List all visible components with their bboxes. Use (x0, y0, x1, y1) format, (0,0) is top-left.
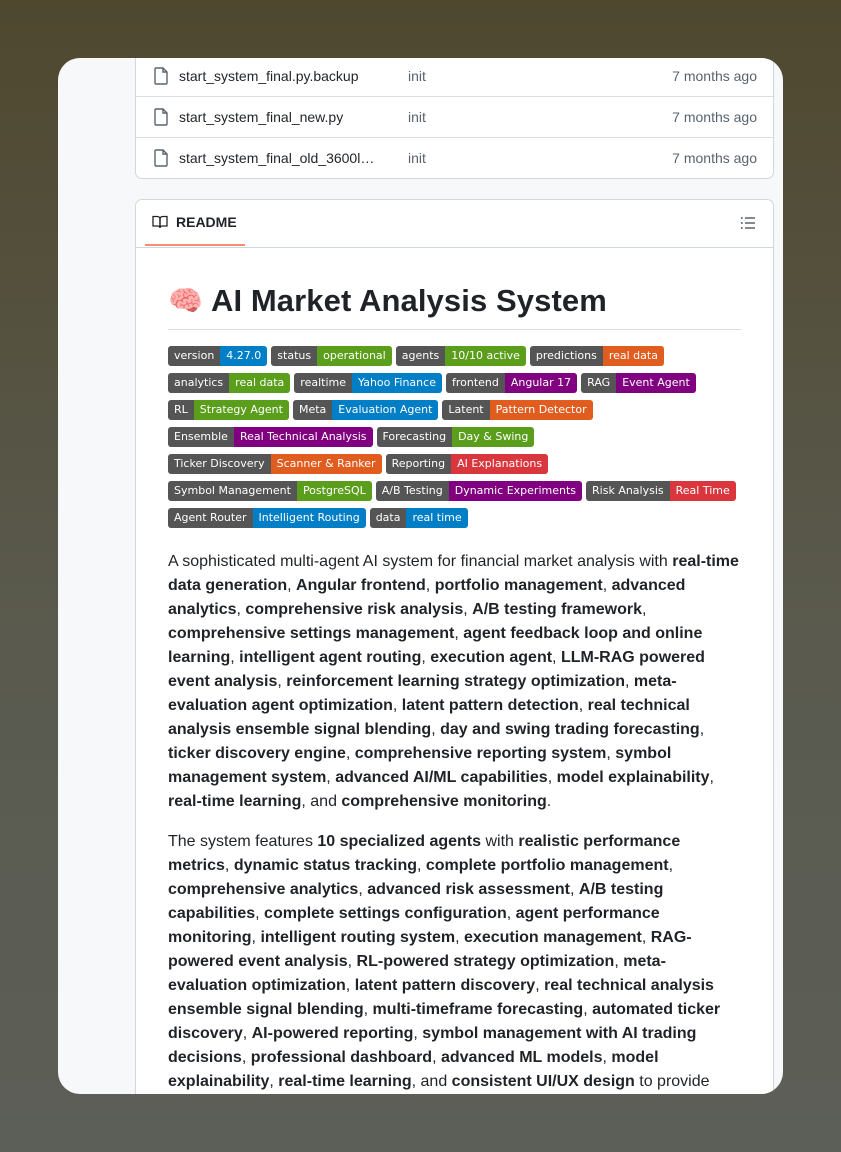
text-run: , (506, 905, 516, 922)
badge-label: A/B Testing (376, 481, 449, 501)
file-list (135, 58, 774, 179)
bold-text: Angular frontend (296, 577, 426, 594)
badge-label: RAG (581, 373, 616, 393)
text-run: , (269, 1073, 279, 1090)
commit-date: 7 months ago (672, 109, 757, 125)
text-run: , (358, 881, 368, 898)
text-run: , (625, 673, 634, 690)
file-icon (153, 108, 169, 126)
text-run: , (277, 673, 287, 690)
text-run: , and (301, 793, 342, 810)
badge-value: AI Explanations (451, 454, 548, 474)
browser-frame (58, 58, 783, 1094)
badge-label: Latent (442, 400, 489, 420)
text-run: , (668, 857, 674, 874)
bold-text: professional dashboard (250, 1049, 433, 1066)
bold-text: comprehensive settings management (168, 625, 455, 642)
brain-icon: 🧠 (168, 285, 203, 316)
badge-value: Event Agent (616, 373, 696, 393)
badge-row (168, 481, 741, 501)
bold-text: meta-evaluation optimization (168, 953, 666, 994)
bold-text: comprehensive analytics (168, 881, 359, 898)
badge-label: predictions (530, 346, 603, 366)
bold-text: complete portfolio management (425, 857, 669, 874)
commit-message-link[interactable]: init (408, 109, 426, 125)
bold-text: RAG-powered event analysis (168, 929, 692, 970)
badge-predictions[interactable] (530, 346, 664, 366)
book-icon (152, 214, 168, 230)
badge-label: data (370, 508, 407, 528)
file-icon (153, 149, 169, 167)
readme-content (136, 283, 773, 1094)
text-run: , (641, 929, 651, 946)
text-run: to provide (634, 1073, 710, 1090)
bold-text: latent pattern detection (401, 697, 579, 714)
badge-value: Dynamic Experiments (449, 481, 582, 501)
bold-text: comprehensive monitoring (341, 793, 547, 810)
text-run: A sophisticated multi-agent AI system for financial market analysis with (168, 553, 673, 570)
badge-data[interactable] (370, 508, 468, 528)
text-run: , (463, 601, 473, 618)
text-run: , (699, 721, 705, 738)
bold-text: complete settings configuration (264, 905, 507, 922)
badge-label: realtime (294, 373, 352, 393)
badge-realtime[interactable] (294, 373, 442, 393)
readme-panel (135, 199, 774, 1094)
badge-ensemble[interactable] (168, 427, 373, 447)
badge-analytics[interactable] (168, 373, 290, 393)
text-run: , (230, 649, 240, 666)
badge-row (168, 346, 741, 366)
badge-label: status (271, 346, 317, 366)
bold-text: execution agent (430, 649, 553, 666)
bold-text: agent performance monitoring (168, 905, 660, 946)
text-run: , (709, 769, 714, 786)
badge-label: Ticker Discovery (168, 454, 271, 474)
badge-reporting[interactable] (386, 454, 549, 474)
text-run: , (287, 577, 297, 594)
text-run: , (602, 577, 612, 594)
text-run: , and (411, 1073, 452, 1090)
bold-text: symbol management system (168, 745, 672, 786)
text-run: , (255, 905, 265, 922)
text-run: , (535, 977, 545, 994)
bold-text: automated ticker discovery (168, 1001, 721, 1042)
text-run: , (241, 1049, 251, 1066)
badge-forecasting[interactable] (377, 427, 535, 447)
bold-text: symbol management with AI trading decisions (168, 1025, 697, 1066)
file-name-link[interactable]: start_system_final.py.backup (179, 68, 359, 84)
bold-text: model explainability (168, 1049, 659, 1090)
badge-value: Real Time (670, 481, 736, 501)
badge-value: Intelligent Routing (253, 508, 366, 528)
badge-row (168, 508, 741, 528)
outline-list-icon[interactable] (740, 215, 756, 231)
badge-status[interactable] (271, 346, 391, 366)
readme-title-text: AI Market Analysis System (210, 283, 607, 318)
text-run: , (614, 953, 624, 970)
text-run: , (392, 697, 402, 714)
text-run: , (425, 577, 435, 594)
badge-label: Meta (293, 400, 332, 420)
badge-rl[interactable] (168, 400, 289, 420)
readme-header (136, 200, 773, 248)
badge-label: frontend (446, 373, 505, 393)
badge-label: agents (396, 346, 446, 366)
badge-label: RL (168, 400, 194, 420)
bold-text: A/B testing framework (472, 601, 642, 618)
badge-group (168, 346, 741, 528)
bold-text: advanced risk assessment (367, 881, 570, 898)
text-run: with (481, 833, 519, 850)
bold-text: real technical analysis ensemble signal blending (168, 697, 690, 738)
bold-text: ticker discovery engine (168, 745, 346, 762)
badge-value: Strategy Agent (194, 400, 289, 420)
badge-value: Evaluation Agent (332, 400, 438, 420)
file-row[interactable] (136, 96, 773, 137)
badge-label: Risk Analysis (586, 481, 670, 501)
description-paragraph (168, 550, 741, 814)
commit-message-link[interactable]: init (408, 68, 426, 84)
text-run: , (606, 745, 616, 762)
text-run: , (552, 649, 561, 666)
file-name-link[interactable]: start_system_final_old_3600l… (179, 150, 375, 166)
badge-value: operational (317, 346, 392, 366)
badge-value: Pattern Detector (490, 400, 593, 420)
badge-value: Real Technical Analysis (234, 427, 373, 447)
bold-text: real-time learning (168, 793, 302, 810)
bold-text: real-time data generation (168, 553, 739, 594)
bold-text: agent feedback loop and online learning (168, 625, 703, 666)
text-run: , (432, 1049, 441, 1066)
text-run: , (242, 1025, 252, 1042)
badge-a-b-testing[interactable] (376, 481, 582, 501)
badge-row (168, 400, 741, 420)
file-icon (153, 67, 169, 85)
tab-readme[interactable] (145, 200, 245, 246)
badge-value: Angular 17 (505, 373, 577, 393)
badge-label: Ensemble (168, 427, 234, 447)
bold-text: portfolio management (434, 577, 603, 594)
bold-text: advanced analytics (168, 577, 686, 618)
bold-text: advanced ML models (440, 1049, 603, 1066)
text-run: The system features (168, 833, 318, 850)
badge-value: Scanner & Ranker (271, 454, 382, 474)
bold-text: LLM-RAG powered event analysis (168, 649, 705, 690)
bold-text: model explainability (556, 769, 710, 786)
tab-readme-label: README (176, 214, 237, 230)
bold-text: execution management (464, 929, 642, 946)
badge-risk-analysis[interactable] (586, 481, 736, 501)
bold-text: consistent UI/UX design (451, 1073, 635, 1090)
bold-text: realistic performance metrics (168, 833, 681, 874)
text-run: , (421, 649, 431, 666)
text-run: , (347, 953, 357, 970)
bold-text: RL-powered strategy optimization (356, 953, 615, 970)
bold-text: intelligent agent routing (239, 649, 422, 666)
bold-text: comprehensive reporting system (354, 745, 607, 762)
text-run: , (455, 929, 465, 946)
bold-text: AI-powered reporting (251, 1025, 414, 1042)
text-run: , (454, 625, 464, 642)
text-run: , (547, 769, 557, 786)
badge-agent-router[interactable] (168, 508, 366, 528)
commit-message-link[interactable]: init (408, 150, 426, 166)
text-run: , (413, 1025, 423, 1042)
text-run: , (641, 601, 647, 618)
bold-text: latent pattern discovery (354, 977, 536, 994)
badge-value: real data (603, 346, 664, 366)
badge-label: Reporting (386, 454, 451, 474)
badge-value: 4.27.0 (220, 346, 267, 366)
badge-ticker-discovery[interactable] (168, 454, 382, 474)
badge-frontend[interactable] (446, 373, 577, 393)
text-run: , (363, 1001, 373, 1018)
bold-text: intelligent routing system (260, 929, 456, 946)
readme-title (168, 283, 741, 330)
bold-text: 10 specialized agents (317, 833, 482, 850)
text-run: , (602, 1049, 612, 1066)
badge-version[interactable] (168, 346, 267, 366)
bold-text: A/B testing capabilities (168, 881, 664, 922)
text-run: , (578, 697, 588, 714)
badge-label: analytics (168, 373, 229, 393)
text-run: , (570, 881, 579, 898)
bold-text: dynamic status tracking (233, 857, 417, 874)
text-run: , (431, 721, 441, 738)
file-row[interactable] (136, 58, 773, 96)
text-run: , (251, 929, 261, 946)
badge-label: Agent Router (168, 508, 253, 528)
bold-text: comprehensive risk analysis (245, 601, 464, 618)
badge-row (168, 427, 741, 447)
bold-text: reinforcement learning strategy optimization (286, 673, 626, 690)
bold-text: day and swing trading forecasting (440, 721, 700, 738)
badge-value: real data (229, 373, 290, 393)
badge-agents[interactable] (396, 346, 526, 366)
badge-value: Yahoo Finance (352, 373, 442, 393)
bold-text: meta-evaluation agent optimization (168, 673, 677, 714)
features-paragraph (168, 830, 741, 1094)
badge-latent[interactable] (442, 400, 592, 420)
commit-date: 7 months ago (672, 150, 757, 166)
badge-value: Day & Swing (452, 427, 534, 447)
badge-label: Symbol Management (168, 481, 297, 501)
text-run: , (345, 977, 355, 994)
bold-text: advanced AI/ML capabilities (335, 769, 548, 786)
text-run: , (326, 769, 336, 786)
text-run: , (345, 745, 355, 762)
badge-rag[interactable] (581, 373, 696, 393)
bold-text: real technical analysis ensemble signal blending (168, 977, 714, 1018)
bold-text: multi-timeframe forecasting (372, 1001, 584, 1018)
badge-label: version (168, 346, 220, 366)
badge-row (168, 373, 741, 393)
badge-value: 10/10 active (445, 346, 526, 366)
badge-label: Forecasting (377, 427, 453, 447)
badge-row (168, 454, 741, 474)
text-run: , (416, 857, 426, 874)
bold-text: real-time learning (278, 1073, 412, 1090)
file-row[interactable] (136, 137, 773, 178)
file-name-link[interactable]: start_system_final_new.py (179, 109, 344, 125)
text-run: . (546, 793, 552, 810)
text-run: , (224, 857, 234, 874)
badge-value: PostgreSQL (297, 481, 372, 501)
badge-symbol-management[interactable] (168, 481, 372, 501)
badge-value: real time (406, 508, 467, 528)
text-run: , (583, 1001, 593, 1018)
text-run: , (236, 601, 246, 618)
badge-meta[interactable] (293, 400, 438, 420)
commit-date: 7 months ago (672, 68, 757, 84)
